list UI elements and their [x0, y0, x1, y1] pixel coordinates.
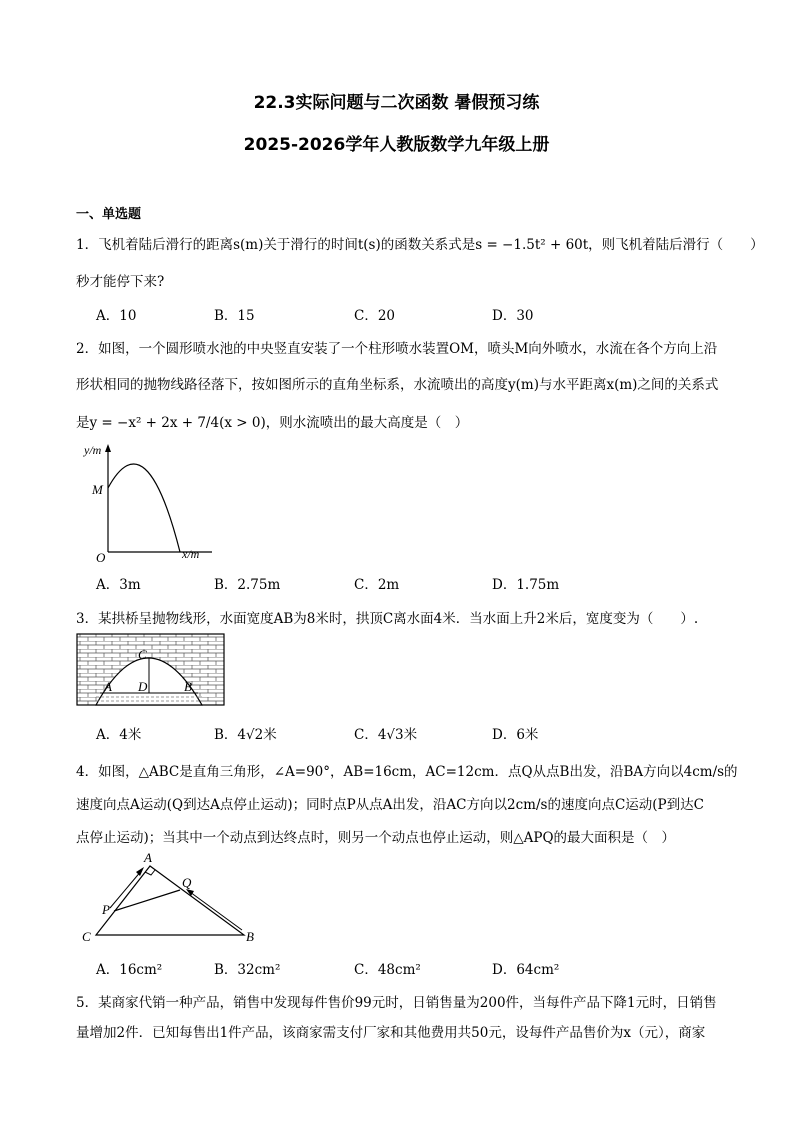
q4-line-1: 4．如图，△ABC是直角三角形，∠A=90°，AB=16cm，AC=12cm．点Q从点B出发，沿BA方向以4cm/s的: [76, 764, 738, 780]
q1-option-c: C．20: [354, 308, 396, 324]
label-b: B: [184, 679, 192, 694]
q3-figure-bridge: [76, 633, 226, 708]
label-c: C: [82, 929, 91, 944]
q4-figure-triangle: [76, 850, 266, 945]
q2-option-a: A．3m: [96, 577, 141, 593]
q4-option-a: A．16cm²: [96, 962, 163, 978]
q2-option-d: D．1.75m: [492, 577, 560, 593]
q3-option-b: B．4√2米: [214, 727, 277, 743]
q3-line-1: 3．某拱桥呈抛物线形，水面宽度AB为8米时，拱顶C离水面4米．当水面上升2米后，宽度变为（ ）.: [76, 611, 699, 627]
q4-option-b: B．32cm²: [214, 962, 281, 978]
q1-option-a: A．10: [96, 308, 137, 324]
q3-option-c: C．4√3米: [354, 727, 418, 743]
label-d: D: [138, 679, 148, 694]
q2-option-c: C．2m: [354, 577, 400, 593]
segment-pq: [114, 890, 180, 911]
q1-line-1: 1．飞机着陆后滑行的距离s(m)关于滑行的时间t(s)的函数关系式是s = −1.5t² + 60t，则飞机着陆后滑行（ ）: [76, 237, 764, 253]
q4-option-c: C．48cm²: [354, 962, 421, 978]
q3-option-a: A．4米: [96, 727, 142, 743]
q2-option-b: B．2.75m: [214, 577, 281, 593]
label-b: B: [246, 929, 254, 944]
q2-figure-graph: [76, 438, 226, 566]
label-c: C: [138, 647, 147, 662]
water-parabola: [108, 464, 180, 552]
q3-option-d: D．6米: [492, 727, 539, 743]
title-line-2: 2025-2026学年人教版数学九年级上册: [243, 135, 550, 155]
q5-line-1: 5．某商家代销一种产品，销售中发现每件售价99元时，日销售量为200件，当每件产品下降1元时，日销售: [76, 995, 717, 1011]
q1-option-b: B．15: [214, 308, 255, 324]
origin-label: O: [96, 550, 106, 565]
section-heading: 一、单选题: [76, 207, 142, 222]
q4-line-3: 点停止运动)；当其中一个动点到达终点时，则另一个动点也停止运动，则△APQ的最大面积是（ ）: [76, 830, 676, 846]
label-a: A: [104, 679, 112, 694]
q1-option-d: D．30: [492, 308, 534, 324]
label-q: Q: [182, 875, 192, 890]
q5-line-2: 量增加2件．已知每售出1件产品，该商家需支付厂家和其他费用共50元，设每件产品售价为x（元），商家: [76, 1025, 706, 1041]
y-axis-arrow-icon: [105, 444, 111, 452]
triangle-abc: [96, 866, 244, 935]
q-direction-arrow: [190, 892, 242, 930]
q4-line-2: 速度向点A运动(Q到达A点停止运动)；同时点P从点A出发，沿AC方向以2cm/s的速度向点C运动(P到达C: [76, 797, 704, 813]
point-m-label: M: [92, 482, 103, 497]
y-axis-label: y/m: [84, 443, 102, 457]
p-direction-arrow: [110, 870, 142, 908]
q1-line-2: 秒才能停下来?: [76, 274, 165, 290]
q2-line-1: 2．如图，一个圆形喷水池的中央竖直安装了一个柱形喷水装置OM，喷头M向外喷水，水流在各个方向上沿: [76, 341, 718, 357]
q4-option-d: D．64cm²: [492, 962, 560, 978]
label-p: P: [102, 902, 110, 917]
label-a: A: [144, 850, 152, 865]
q2-line-3: 是y = −x² + 2x + 7/4(x > 0)，则水流喷出的最大高度是（ ）: [76, 415, 469, 431]
q2-line-2: 形状相同的抛物线路径落下，按如图所示的直角坐标系，水流喷出的高度y(m)与水平距离x(m)之间的关系式: [76, 377, 719, 393]
title-line-1: 22.3实际问题与二次函数 暑假预习练: [253, 93, 540, 113]
x-axis-label: x/m: [182, 547, 200, 561]
